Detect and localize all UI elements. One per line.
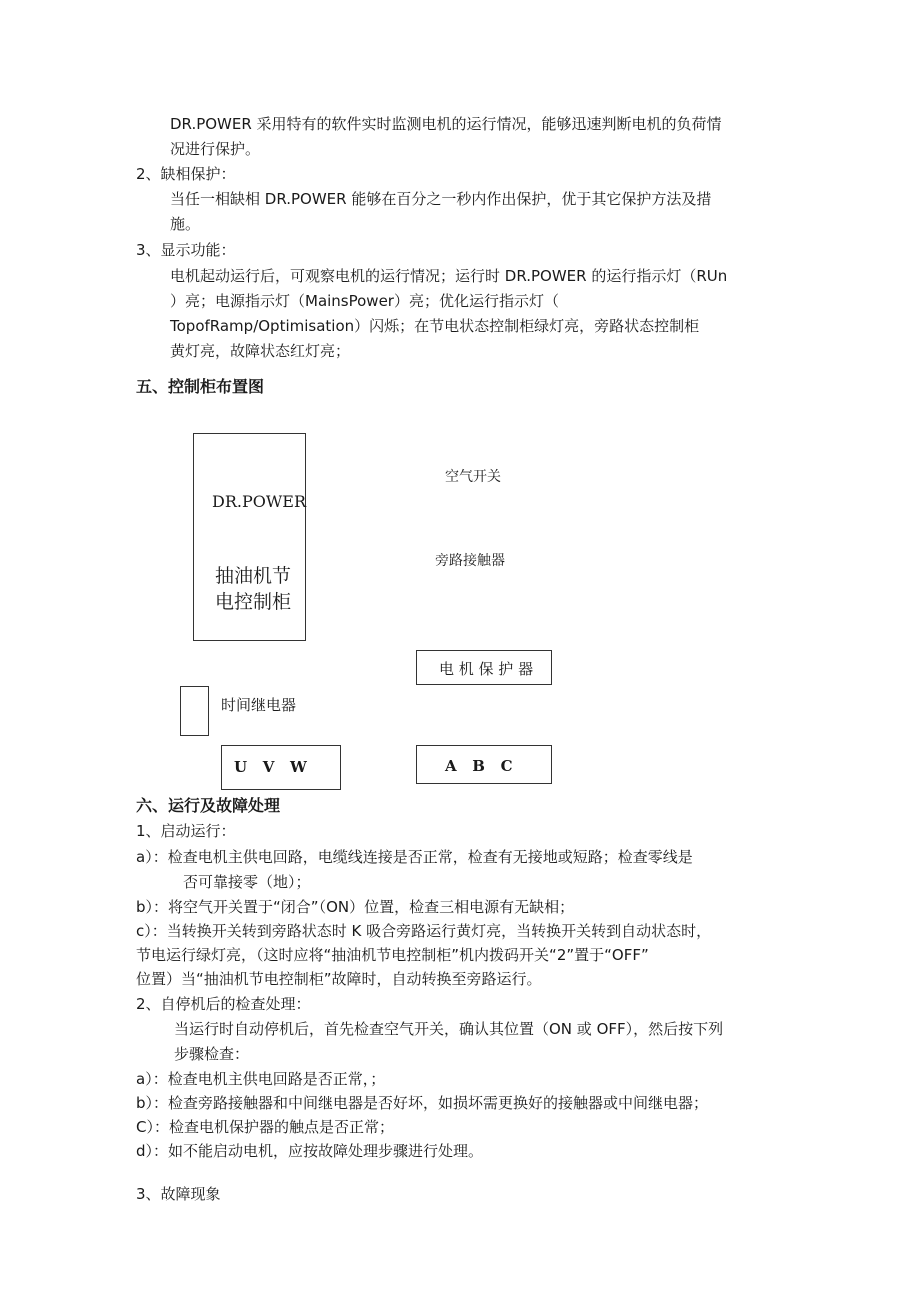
s2-title: 2、自停机后的检查处理：	[136, 995, 311, 1013]
item3-line-2: ）亮；电源指示灯（MainsPower）亮；优化运行指示灯（	[170, 292, 559, 310]
item3-line-3: TopofRamp/Optimisation）闪烁；在节电状态控制柜绿灯亮，旁路状态控制柜	[170, 317, 700, 335]
s2-b: b）：检查旁路接触器和中间继电器是否好坏，如损坏需更换好的接触器或中间继电器；	[136, 1094, 709, 1112]
motor-protector-box	[416, 650, 552, 685]
control-cabinet-box	[193, 433, 306, 641]
cabinet-label-line-2: 电控制柜	[215, 591, 292, 613]
s1-c-line-3: 位置）当“抽油机节电控制柜”故障时，自动转换至旁路运行。	[136, 970, 542, 988]
bypass-contactor-label: 旁路接触器	[435, 553, 505, 569]
item2-line-1: 当任一相缺相 DR.POWER 能够在百分之一秒内作出保护，优于其它保护方法及措	[170, 190, 712, 208]
s2-d: d）：如不能启动电机，应按故障处理步骤进行处理。	[136, 1142, 484, 1160]
uvw-terminal-box	[221, 745, 341, 790]
uvw-label: U V W	[234, 758, 307, 776]
item3-title: 3、显示功能：	[136, 241, 236, 259]
s2-a: a）：检查电机主供电回路是否正常，；	[136, 1070, 386, 1088]
item3-line-1: 电机起动运行后，可观察电机的运行情况；运行时 DR.POWER 的运行指示灯（RUn	[170, 267, 728, 285]
item2-title: 2、缺相保护：	[136, 165, 236, 183]
s1-b: b）：将空气开关置于“闭合”（ON）位置，检查三相电源有无缺相；	[136, 898, 575, 916]
item2-line-2: 施。	[170, 215, 201, 233]
intro-line-2: 况进行保护。	[170, 140, 261, 158]
s1-a-line-2: 否可靠接零（地）；	[183, 873, 311, 891]
s1-c-line-1: c）：当转换开关转到旁路状态时 K 吸合旁路运行黄灯亮，当转换开关转到自动状态时，	[136, 922, 712, 940]
s1-title: 1、启动运行：	[136, 822, 236, 840]
section6-heading: 六、运行及故障处理	[136, 796, 281, 815]
s2-para-line-1: 当运行时自动停机后，首先检查空气开关，确认其位置（ON 或 OFF），然后按下列	[174, 1020, 724, 1038]
s2-c: C）：检查电机保护器的触点是否正常；	[136, 1118, 394, 1136]
abc-label: A B C	[445, 757, 513, 775]
s2-para-line-2: 步骤检查：	[174, 1045, 250, 1063]
item3-line-4: 黄灯亮，故障状态红灯亮；	[170, 342, 351, 360]
time-relay-label: 时间继电器	[221, 696, 297, 714]
s1-a-line-1: a）：检查电机主供电回路，电缆线连接是否正常，检查有无接地或短路；检查零线是	[136, 848, 693, 866]
section5-heading: 五、控制柜布置图	[136, 377, 265, 396]
cabinet-brand: DR.POWER	[212, 492, 307, 511]
motor-protector-label: 电 机 保 护 器	[439, 660, 534, 678]
cabinet-label-line-1: 抽油机节	[215, 565, 292, 587]
air-switch-label: 空气开关	[445, 469, 501, 485]
time-relay-box	[180, 686, 209, 736]
s1-c-line-2: 节电运行绿灯亮，（这时应将“抽油机节电控制柜”机内拨码开关“2”置于“OFF”	[136, 946, 649, 964]
intro-line-1: DR.POWER 采用特有的软件实时监测电机的运行情况，能够迅速判断电机的负荷情	[170, 115, 722, 133]
s3-title: 3、故障现象	[136, 1185, 221, 1203]
abc-terminal-box	[416, 745, 552, 784]
